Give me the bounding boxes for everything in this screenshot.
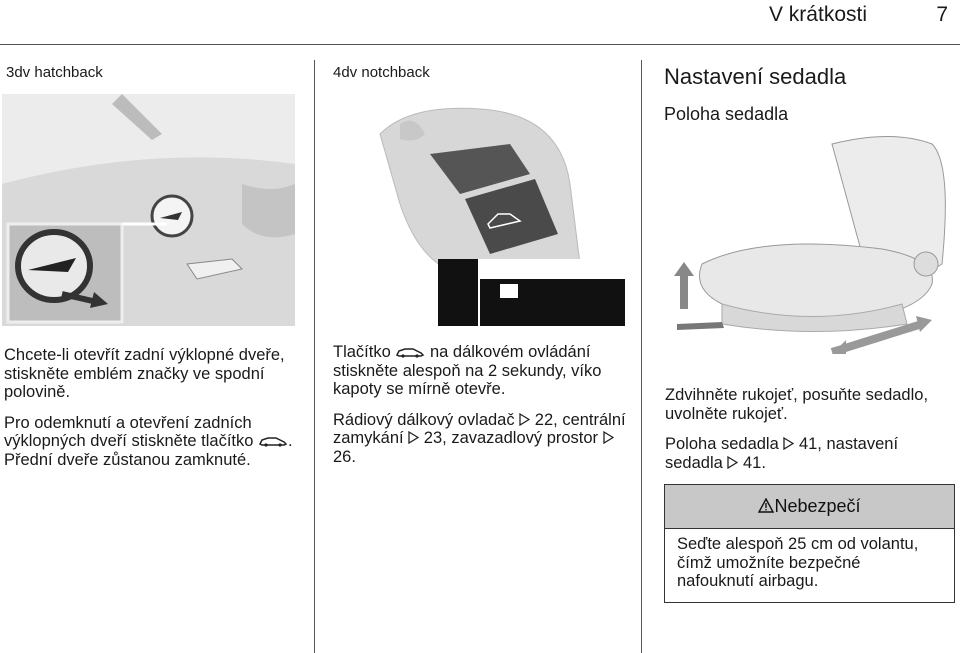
text-run: 41, nastavení sedadla [665, 435, 899, 472]
paragraph: Zdvihněte rukojeť, posuňte sedadlo, uvolněte rukojeť. [665, 386, 929, 423]
section-title: Nastavení sedadla [664, 64, 847, 89]
text-run: Pro odemknutí a otevření zadních výklopných dveří stiskněte tlačítko [4, 413, 254, 450]
text-run: 22, centrální zamykání [333, 410, 626, 447]
reference-triangle-icon [727, 456, 738, 469]
reference-triangle-icon [783, 437, 794, 450]
paragraph [665, 435, 955, 472]
text-run: 41. [743, 453, 766, 472]
column-3-text [665, 386, 955, 484]
danger-notice-header [665, 485, 954, 529]
page-number: 7 [936, 3, 948, 26]
hatchback-rear-illustration [2, 94, 295, 326]
danger-notice-text: Seďte alespoň 25 cm od volantu, čímž umožníte bezpečné nafouknutí airbagu. [677, 535, 919, 590]
paragraph: Chcete-li otevřít zadní výklopné dveře, stiskněte emblém značky ve spodní polovině. [4, 346, 285, 401]
column-divider-2 [641, 60, 642, 653]
column-1-text [4, 346, 304, 481]
text-run: 23, zavazadlový prostor [423, 429, 599, 447]
reference-triangle-icon [408, 431, 419, 444]
subsection-title: Poloha sedadla [664, 104, 789, 124]
reference-triangle-icon [519, 413, 530, 426]
danger-notice [664, 484, 955, 603]
header-rule [0, 44, 960, 45]
paragraph [333, 343, 633, 399]
paragraph [333, 411, 633, 467]
seat-adjustment-image [662, 134, 955, 354]
warning-triangle-icon [758, 498, 774, 513]
car-trunk-icon [395, 346, 425, 358]
text-run: na dálkovém ovládání stiskněte alespoň na 2 sekundy, víko kapoty se mírně otevře. [333, 343, 602, 398]
text-run: Rádiový dálkový ovladač [333, 410, 515, 429]
paragraph [4, 414, 304, 470]
danger-notice-title: Nebezpečí [774, 496, 861, 516]
text-run: 26. [333, 447, 356, 466]
running-head: V krátkosti [768, 3, 867, 26]
hatchback-emblem-image [2, 94, 295, 326]
column-divider-1 [314, 60, 315, 653]
text-run: . Přední dveře zůstanou zamknuté. [4, 432, 293, 469]
key-fob-illustration [330, 94, 625, 326]
figure-caption-hatchback: 3dv hatchback [6, 64, 103, 81]
figure-caption-notchback: 4dv notchback [333, 64, 430, 81]
text-run: Poloha sedadla [665, 435, 779, 453]
column-2-text [333, 343, 633, 478]
seat-illustration [662, 134, 955, 354]
reference-triangle-icon [603, 431, 614, 444]
remote-key-image [330, 94, 625, 326]
text-run: Tlačítko [333, 343, 391, 361]
car-trunk-icon [258, 435, 288, 447]
